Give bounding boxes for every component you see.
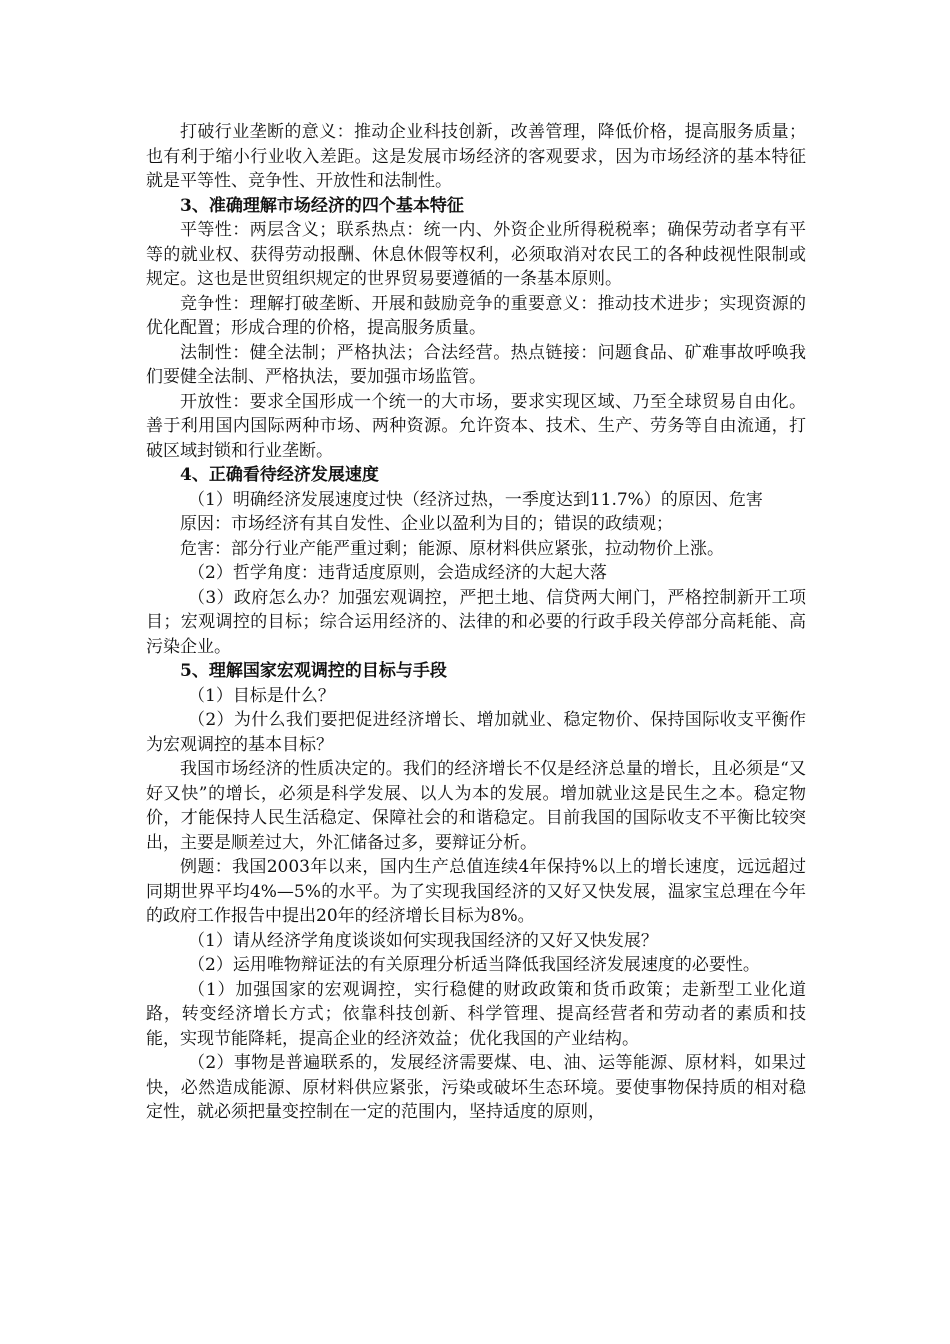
numbered-item: （2）哲学角度：违背适度原则，会造成经济的大起大落: [188, 563, 607, 583]
numbered-item: （2）事物是普遍联系的，发展经济需要煤、电、油、运等能源、原材料，如果过快，必然造成能源、原材料供应紧张，污染或破坏生态环境。要使事物保持质的相对稳定性，就必须把量变控制在一定的范围内，坚持适度的原则，: [146, 1053, 806, 1122]
numbered-item: （1）明确经济发展速度过快（经济过热，一季度达到11.7%）的原因、危害: [188, 489, 763, 510]
paragraph: 打破行业垄断的意义：推动企业科技创新，改善管理，降低价格，提高服务质量；也有利于缩小行业收入差距。这是发展市场经济的客观要求，因为市场经济的基本特征就是平等性、竞争性、开放性和法制性。: [146, 122, 806, 191]
paragraph: 例题：我国2003年以来，国内生产总值连续4年保持%以上的增长速度，远远超过同期世界平均4%—5%的水平。为了实现我国经济的又好又快发展，温家宝总理在今年的政府工作报告中提出20年的经济增长目标为8%。: [146, 857, 806, 926]
numbered-item: （1）加强国家的宏观调控，实行稳健的财政政策和货币政策；走新型工业化道路，转变经济增长方式；依靠科技创新、科学管理、提高经营者和劳动者的素质和技能，实现节能降耗，提高企业的经济效益；优化我国的产业结构。: [146, 979, 806, 1049]
paragraph: 平等性：两层含义；联系热点：统一内、外资企业所得税税率；确保劳动者享有平等的就业权、获得劳动报酬、休息休假等权利，必须取消对农民工的各种歧视性限制或规定。这也是世贸组织规定的世界贸易要遵循的一条基本原则。: [146, 220, 806, 289]
section-heading: 4、正确看待经济发展速度: [180, 465, 379, 485]
paragraph: 危害：部分行业产能严重过剩；能源、原材料供应紧张，拉动物价上涨。: [180, 538, 724, 559]
numbered-item: （3）政府怎么办？加强宏观调控，严把土地、信贷两大闸门，严格控制新开工项目；宏观调控的目标；综合运用经济的、法律的和必要的行政手段关停部分高耗能、高污染企业。: [146, 587, 806, 657]
paragraph: 原因：市场经济有其自发性、企业以盈利为目的；错误的政绩观；: [180, 514, 673, 534]
numbered-item: （1）请从经济学角度谈谈如何实现我国经济的又好又快发展？: [188, 930, 658, 951]
paragraph: 竞争性：理解打破垄断、开展和鼓励竞争的重要意义：推动技术进步；实现资源的优化配置；形成合理的价格，提高服务质量。: [146, 293, 806, 338]
numbered-item: （1）目标是什么？: [188, 685, 335, 706]
section-heading: 5、理解国家宏观调控的目标与手段: [180, 661, 447, 681]
numbered-item: （2）运用唯物辩证法的有关原理分析适当降低我国经济发展速度的必要性。: [188, 955, 760, 975]
paragraph: 开放性：要求全国形成一个统一的大市场，要求实现区域、乃至全球贸易自由化。善于利用国内国际两种市场、两种资源。允许资本、技术、生产、劳务等自由流通，打破区域封锁和行业垄断。: [146, 391, 806, 461]
numbered-item: （2）为什么我们要把促进经济增长、增加就业、稳定物价、保持国际收支平衡作为宏观调控的基本目标？: [146, 710, 806, 755]
paragraph: 我国市场经济的性质决定的。我们的经济增长不仅是经济总量的增长，且必须是“又好又快”的增长，必须是科学发展、以人为本的发展。增加就业这是民生之本。稳定物价，才能保持人民生活稳定、保障社会的和谐稳定。目前我国的国际收支不平衡比较突出，主要是顺差过大，外汇储备过多，要辩证分析。: [146, 759, 806, 853]
document-page: [146, 120, 806, 1125]
paragraph: 法制性：健全法制；严格执法；合法经营。热点链接：问题食品、矿难事故呼唤我们要健全法制、严格执法，要加强市场监管。: [146, 342, 806, 387]
section-heading: 3、准确理解市场经济的四个基本特征: [180, 195, 464, 216]
